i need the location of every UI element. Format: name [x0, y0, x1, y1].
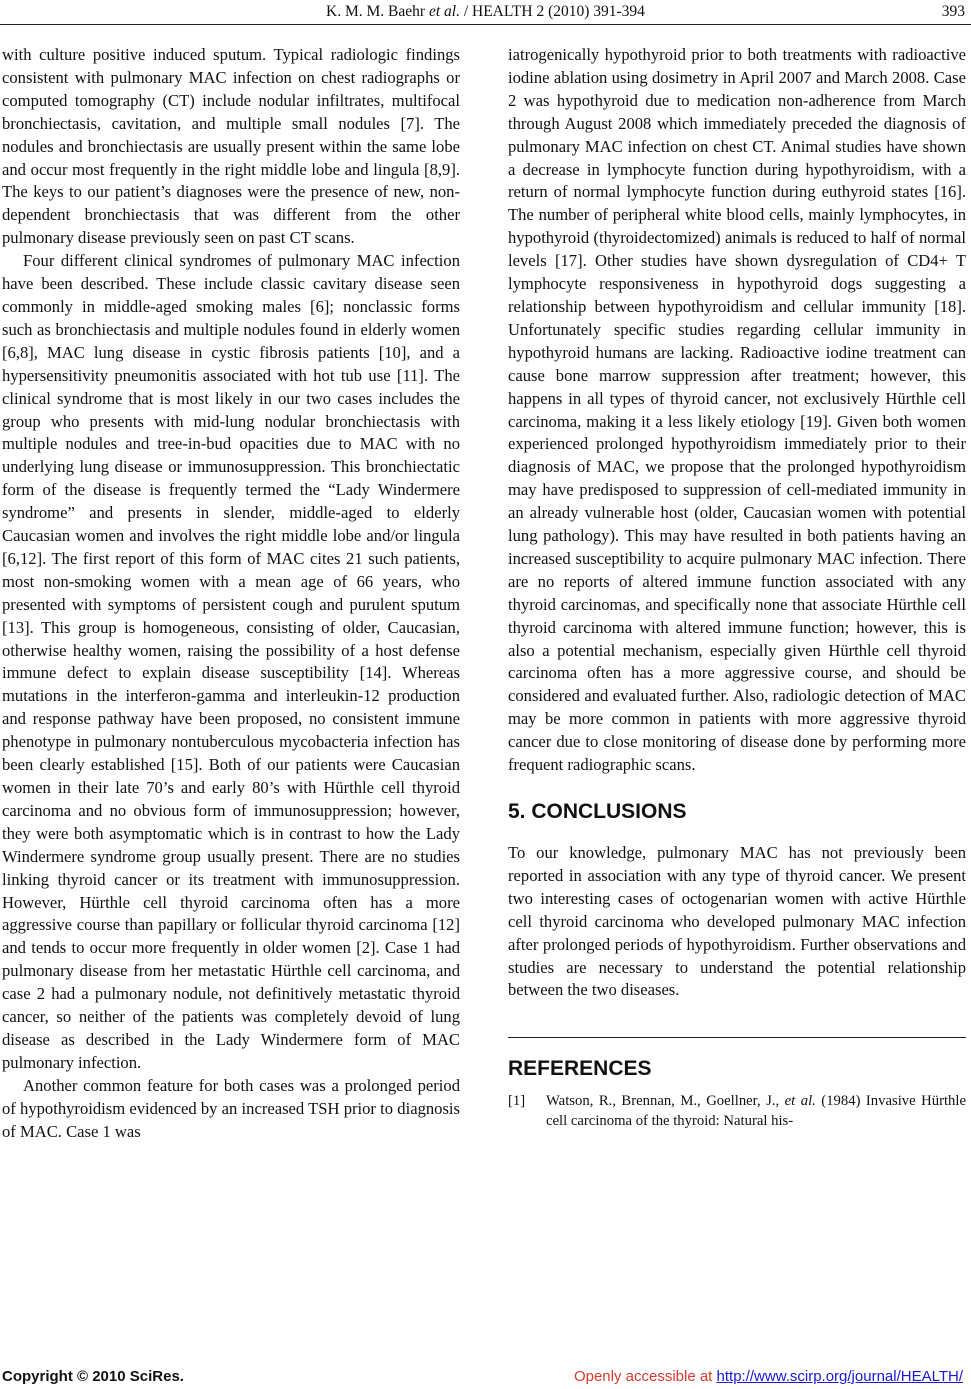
reference-title: (1984) Invasive Hürthle cell carcinoma of the thyroid: Natural his- — [546, 1093, 967, 1129]
right-column — [508, 44, 966, 1131]
paragraph: Four different clinical syndromes of pulmonary MAC infection have been described. These include classic cavitary disease seen commonly in middle-aged smoking males [6]; nonclassic forms such as bronchiectasis and multiple nodules found in elderly women [6,8], MAC lung disease in cystic fibrosis patients [10], and a hypersensitivity pneumonitis associated with hot tub use [11]. The clinical syndrome that is most likely in our two cases includes the group who presents with mid-lung nodular bronchiectasis with multiple nodules and tree-in-bud opacities due to MAC with no underlying lung disease or immunosuppression. This bronchiectatic form of the disease is frequently termed the “Lady Windermere syndrome” and presents in slender, middle-aged to elderly Caucasian women and involves the right middle lobe and/or lingula [6,12]. The first report of this form of MAC cites 21 such patients, most non-smoking women with a mean age of 66 years, who presented with symptoms of persistent cough and purulent sputum [13]. This group is homogeneous, consisting of older, Caucasian, otherwise healthy women, raising the possibility of a host defense immune defect to explain disease susceptibility [14]. Whereas mutations in the interferon-gamma and interleukin-12 production and response pathway have been proposed, no consistent immune phenotype in pulmonary nontuberculous mycobacteria infection has been clearly established [15]. Both of our patients were Caucasian women in their late 70’s and early 80’s with Hürthle cell thyroid carcinoma and no obvious form of immunosuppression; however, they were both asymptomatic which is in contrast to how the Lady Windermere syndrome group usually present. There are no studies linking thyroid cancer or its treatment with immunosuppression. However, Hürthle cell thyroid carcinoma often has a more aggressive course than papillary or follicular thyroid carcinoma [12] and tends to occur more frequently in older women [2]. Case 1 had pulmonary disease from her metastatic Hürthle cell carcinoma, and case 2 had a pulmonary nodule, not definitively metastatic thyroid cancer, so neither of the patients was completely devoid of lung disease as described in the Lady Windermere form of MAC pulmonary infection. — [2, 251, 460, 1072]
reference-etal: et al. — [784, 1093, 816, 1110]
header-journal: / HEALTH 2 (2010) 391-394 — [463, 3, 645, 20]
section-heading-conclusions: 5. CONCLUSIONS — [508, 800, 687, 823]
references-divider — [508, 1037, 966, 1038]
copyright-notice: Copyright © 2010 SciRes. — [2, 1368, 184, 1385]
running-title — [0, 3, 971, 21]
page-number: 393 — [941, 3, 965, 20]
conclusions-paragraph: To our knowledge, pulmonary MAC has not previously been reported in association with any type of thyroid cancer. We present two interesting cases of octogenarian women with active Hürthle cell thyroid carcinoma who developed pulmonary MAC infection after prolonged periods of hypothyroidism. Further observations and studies are necessary to understand the potential relationship between the two diseases. — [508, 843, 966, 1000]
page-header — [0, 0, 971, 26]
header-authors: K. M. M. Baehr — [326, 3, 426, 20]
page-footer — [0, 1368, 971, 1389]
reference-number: [1] — [508, 1093, 526, 1110]
section-heading-references: REFERENCES — [508, 1057, 652, 1081]
paragraph: with culture positive induced sputum. Typical radiologic findings consistent with pulmonary MAC infection on chest radiographs or computed tomography (CT) include nodular infiltrates, multifocal bronchiectasis, cavitation, and multiple small nodules [7]. The nodules and bronchiectasis are usually present within the same lobe and occur most frequently in the right middle lobe and lingula [8,9]. The keys to our patient’s diagnoses were the presence of new, non-dependent bronchiectasis that was different from the other pulmonary disease previously seen on past CT scans. — [2, 45, 460, 248]
reference-text — [546, 1092, 966, 1131]
open-access-notice — [574, 1368, 963, 1385]
paragraph: Another common feature for both cases was a prolonged period of hypothyroidism evidenced by an increased TSH prior to diagnosis of MAC. Case 1 was — [2, 1075, 460, 1141]
header-rule — [0, 24, 971, 25]
reference-item — [508, 1092, 966, 1131]
open-access-label: Openly accessible at — [573, 1368, 713, 1385]
reference-authors: Watson, R., Brennan, M., Goellner, J., — [546, 1093, 780, 1110]
journal-link[interactable]: http://www.scirp.org/journal/HEALTH/ — [716, 1368, 963, 1385]
header-etal: et al. — [428, 3, 460, 20]
paragraph: iatrogenically hypothyroid prior to both treatments with radioactive iodine ablation using dosimetry in April 2007 and March 2008. Case 2 was hypothyroid due to medication non-adherence from March through August 2008 which immediately preceded the diagnosis of pulmonary MAC infection on chest CT. Animal studies have shown a decrease in lymphocyte function during hypothyroidism, with a return of normal lymphocyte function during euthyroid states [16]. The number of peripheral white blood cells, mainly lymphocytes, in hypothyroid (thyroidectomized) animals is reduced to half of normal levels [17]. Other studies have shown dysregulation of CD4+ T lymphocyte responsiveness in hypothyroid dogs suggesting a relationship between hypothyroidism and cellular immunity [18]. Unfortunately specific studies regarding cellular immunity in hypothyroid humans are lacking. Radioactive iodine treatment can cause bone marrow suppression after treatment; however, this happens in all types of thyroid cancer, not exclusively Hürthle cell carcinoma, making it a less likely etiology [19]. Given both women experienced prolonged hypothyroidism immediately prior to their diagnosis of MAC, we propose that the prolonged hypothyroidism may have predisposed to suppression of cell-mediated immunity in an already vulnerable host (older, Caucasian women with potential lung pathology). This may have resulted in both patients having an increased susceptibility to acquire pulmonary MAC infection. There are no reports of altered immune function associated with any thyroid carcinomas, and specifically none that associate Hürthle cell thyroid carcinoma with altered immune function; however, this is also a potential mechanism, especially given Hürthle cell thyroid carcinoma often has a more aggressive course, and should be considered and evaluated further. Also, radiologic detection of MAC may be more common in patients with more aggressive thyroid cancer due to close monitoring of disease done by performing more frequent radiographic scans. — [508, 45, 966, 775]
left-column — [2, 44, 460, 1144]
